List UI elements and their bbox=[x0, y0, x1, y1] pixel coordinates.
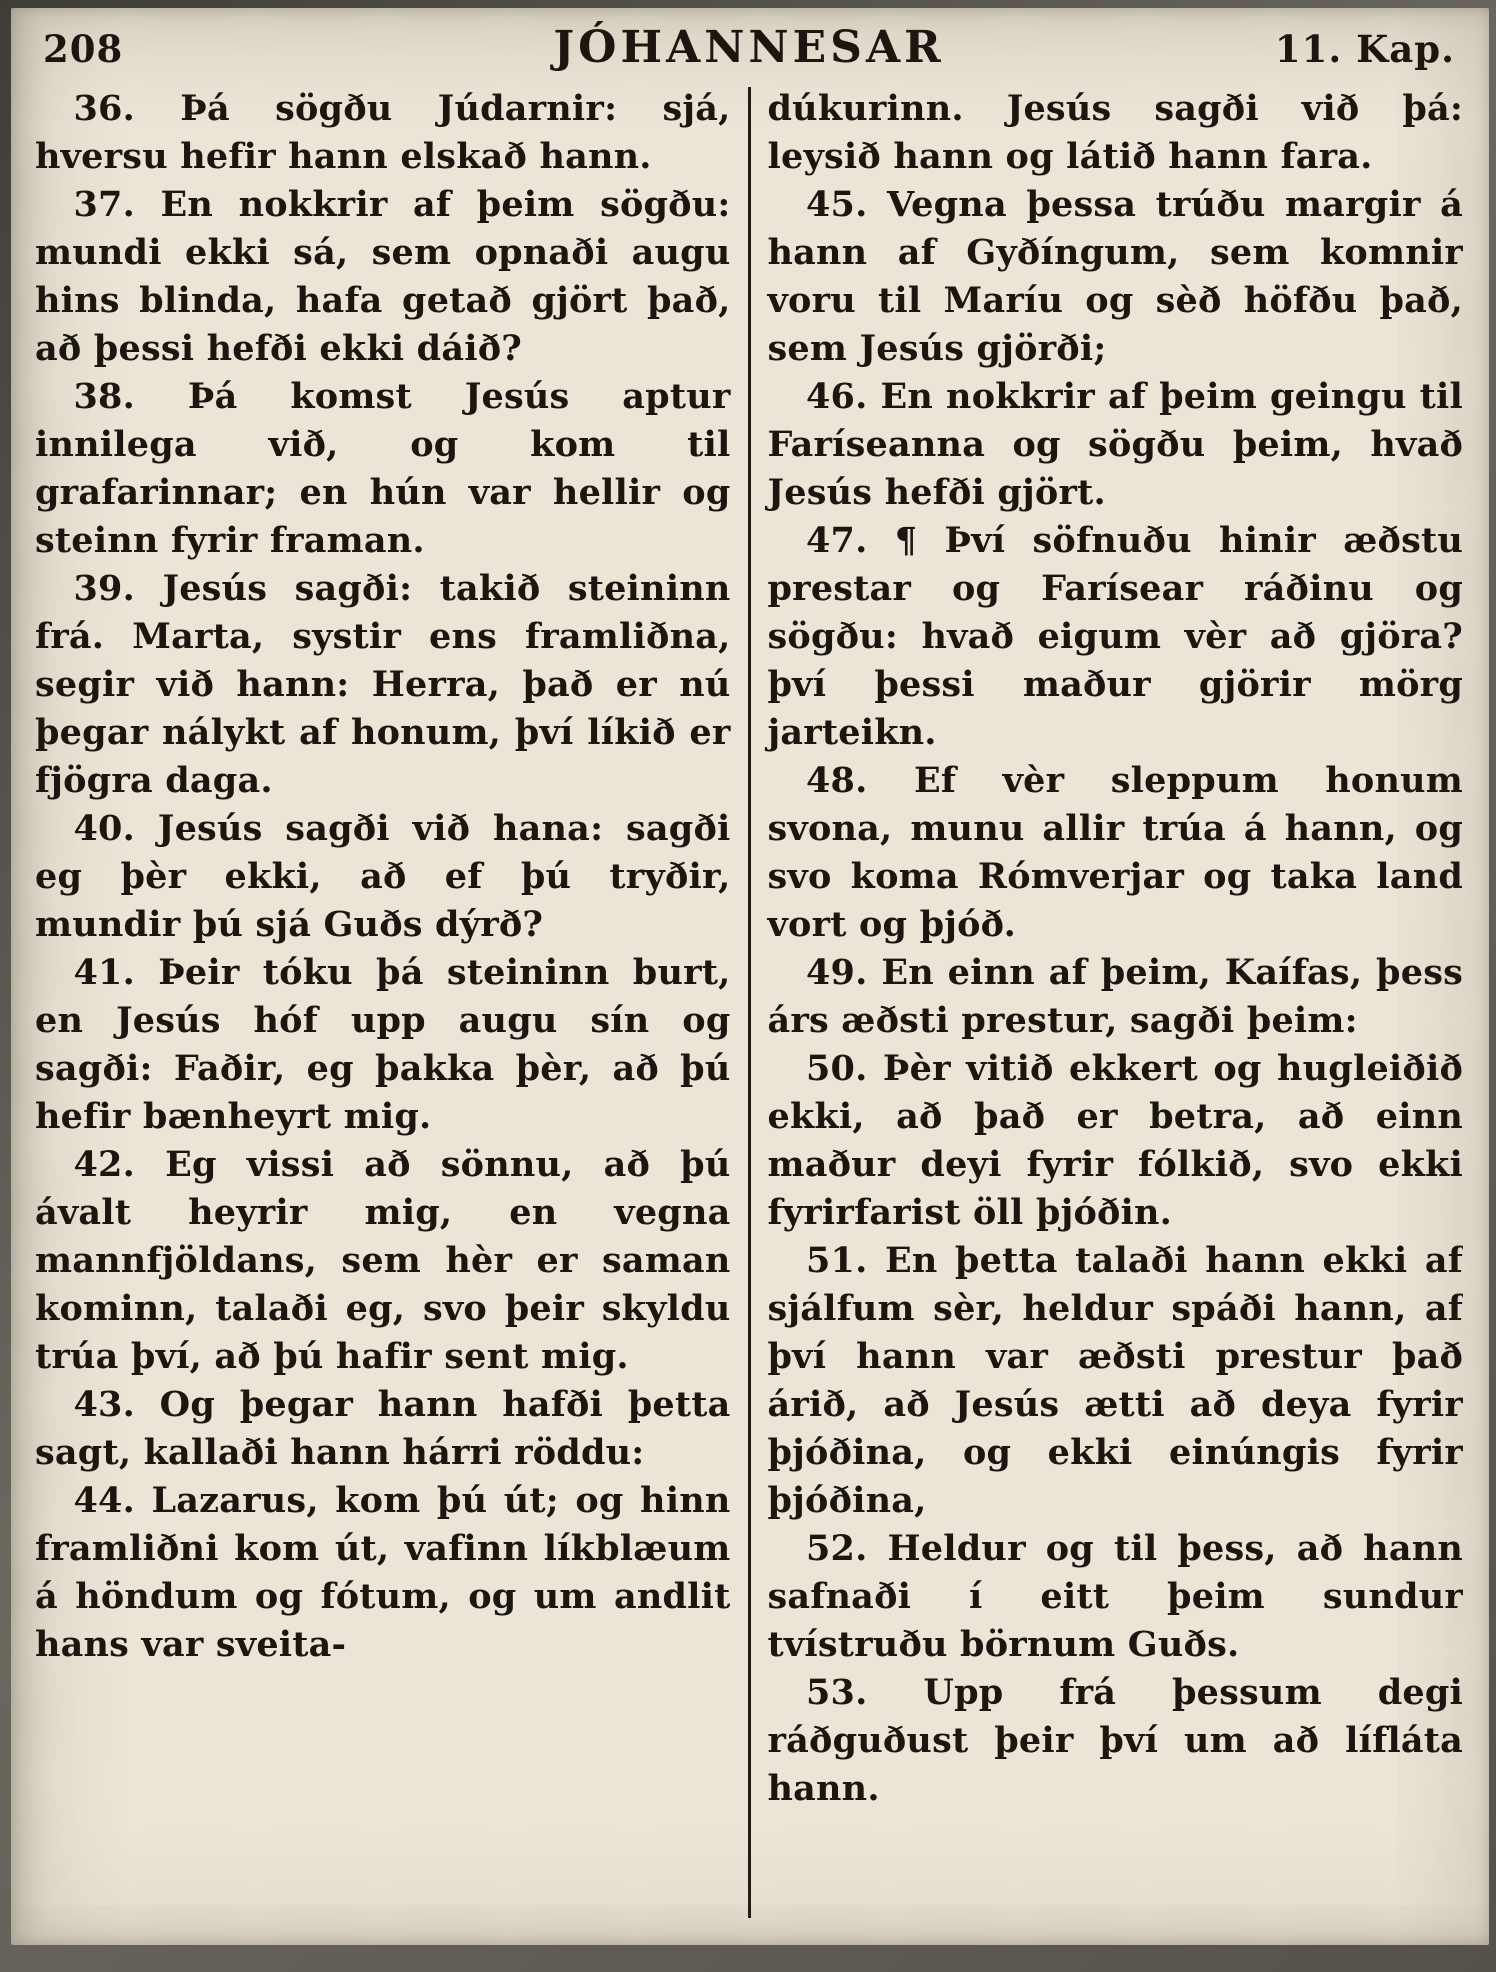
verse-paragraph: 38. Þá komst Jesús aptur innilega við, og kom til grafarinnar; en hún var hellir og steinn fyrir framan. bbox=[35, 376, 731, 561]
verse-paragraph: 37. En nokkrir af þeim sögðu: mundi ekki sá, sem opnaði augu hins blinda, hafa getað gjört það, að þessi hefði ekki dáið? bbox=[35, 184, 731, 369]
verse-paragraph: 47. ¶ Því söfnuðu hinir æðstu prestar og Farísear ráðinu og sögðu: hvað eigum vèr að gjöra? því þessi maður gjörir mörg jarteikn. bbox=[767, 520, 1463, 753]
verse-paragraph: 42. Eg vissi að sönnu, að þú ávalt heyrir mig, en vegna mannfjöldans, sem hèr er saman kominn, talaði eg, svo þeir skyldu trúa því, að þú hafir sent mig. bbox=[35, 1144, 731, 1377]
left-column bbox=[35, 85, 748, 1918]
verse-paragraph: 40. Jesús sagði við hana: sagði eg þèr ekki, að ef þú tryðir, mundir þú sjá Guðs dýrð? bbox=[35, 808, 731, 945]
book-page bbox=[11, 8, 1489, 1945]
right-column bbox=[751, 85, 1464, 1918]
chapter-label: 11. Kap. bbox=[1274, 27, 1455, 71]
verse-paragraph: 46. En nokkrir af þeim geingu til Faríseanna og sögðu þeim, hvað Jesús hefði gjört. bbox=[767, 376, 1463, 513]
verse-paragraph: 48. Ef vèr sleppum honum svona, munu allir trúa á hann, og svo koma Rómverjar og taka land vort og þjóð. bbox=[767, 760, 1463, 945]
verse-paragraph: 36. Þá sögðu Júdarnir: sjá, hversu hefir hann elskað hann. bbox=[35, 88, 731, 177]
verse-paragraph: dúkurinn. Jesús sagði við þá: leysið hann og látið hann fara. bbox=[767, 88, 1463, 177]
verse-paragraph: 52. Heldur og til þess, að hann safnaði í eitt þeim sundur tvístruðu börnum Guðs. bbox=[767, 1528, 1463, 1665]
verse-paragraph: 49. En einn af þeim, Kaífas, þess árs æðsti prestur, sagði þeim: bbox=[767, 952, 1463, 1041]
verse-paragraph: 51. En þetta talaði hann ekki af sjálfum sèr, heldur spáði hann, af því hann var æðsti prestur það árið, að Jesús ætti að deya fyrir þjóðina, og ekki einúngis fyrir þjóðina, bbox=[767, 1240, 1463, 1521]
text-columns bbox=[35, 85, 1463, 1918]
page-number: 208 bbox=[43, 27, 124, 71]
verse-paragraph: 45. Vegna þessa trúðu margir á hann af Gyðíngum, sem komnir voru til Maríu og sèð höfðu það, sem Jesús gjörði; bbox=[767, 184, 1463, 369]
page-title: JÓHANNESAR bbox=[553, 22, 945, 73]
verse-paragraph: 43. Og þegar hann hafði þetta sagt, kallaði hann hárri röddu: bbox=[35, 1384, 731, 1473]
verse-paragraph: 50. Þèr vitið ekkert og hugleiðið ekki, að það er betra, að einn maður deyi fyrir fólkið, svo ekki fyrirfarist öll þjóðin. bbox=[767, 1048, 1463, 1233]
verse-paragraph: 39. Jesús sagði: takið steininn frá. Marta, systir ens framliðna, segir við hann: Herra, það er nú þegar nálykt af honum, því líkið er fjögra daga. bbox=[35, 568, 731, 801]
page-header bbox=[43, 22, 1455, 73]
verse-paragraph: 53. Upp frá þessum degi ráðguðust þeir því um að lífláta hann. bbox=[767, 1672, 1463, 1809]
verse-paragraph: 44. Lazarus, kom þú út; og hinn framliðni kom út, vafinn líkblæum á höndum og fótum, og um andlit hans var sveita- bbox=[35, 1480, 731, 1665]
verse-paragraph: 41. Þeir tóku þá steininn burt, en Jesús hóf upp augu sín og sagði: Faðir, eg þakka þèr, að þú hefir bænheyrt mig. bbox=[35, 952, 731, 1137]
